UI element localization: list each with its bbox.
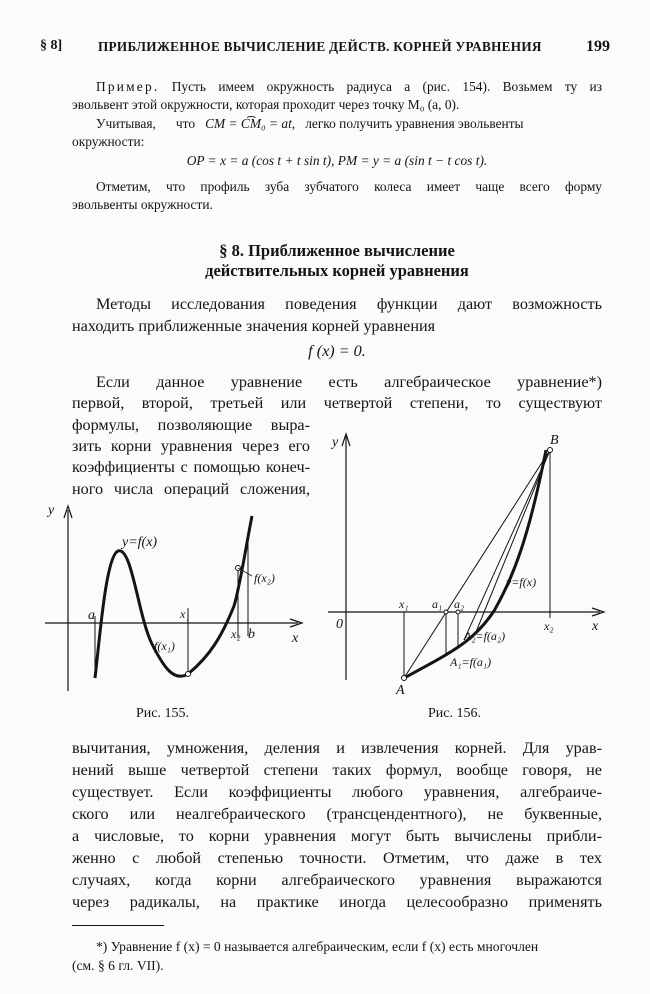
body-p3-line-7: случаях, когда корни алгебраического уравнения выражаются	[72, 871, 602, 889]
fig156-caption: Рис. 156.	[428, 706, 481, 721]
fig155-point-fx1	[186, 672, 191, 677]
fig156-chord-AB	[404, 450, 550, 678]
footnote-line-1: *) Уравнение f (x) = 0 называется алгебраическим, если f (x) есть многочлен	[96, 939, 539, 954]
section-heading-line-2: действительных корней уравнения	[205, 261, 469, 280]
example-note-1: Отметим, что профиль зуба зубчатого колеса имеет чаще всего форму	[96, 179, 602, 194]
fig156-y-label: y	[332, 435, 339, 450]
body-p3-line-2: нений выше четвертой степени таких формул, вообще говоря, не	[72, 761, 602, 779]
body-p3-line-8: через радикалы, на практике иногда целесообразно применять	[72, 893, 602, 911]
fig156-x1-label: x₁	[399, 597, 409, 611]
figure-155	[40, 496, 310, 706]
fig155-b-label: b	[248, 627, 255, 642]
body-p2-line-6: ного числа операций сложения,	[72, 480, 310, 498]
fig155-caption: Рис. 155.	[136, 706, 189, 721]
fig156-B-label: B	[550, 433, 559, 448]
fig156-x2-label: x₂	[544, 619, 554, 633]
footnote-rule	[72, 925, 164, 926]
involute-formula: OP = x = a (cos t + t sin t), PM = y = a (sin t − t cos t).	[186, 153, 488, 168]
fig156-A1-label: A₁=f(a₁)	[450, 655, 492, 669]
example-line-2: эвольвент этой окружности, которая проходит через точку M₀ (a, 0).	[72, 97, 460, 112]
example-note-2: эвольвенты окружности.	[72, 197, 213, 212]
footnote-line-2: (см. § 6 гл. VII).	[72, 958, 164, 973]
fig156-chord-A2B	[476, 450, 550, 632]
body-p3-line-3: существует. Если коэффициенты любого уравнения, алгебраиче-	[72, 783, 602, 801]
fig156-A2-label: A₂=f(a₂)	[464, 629, 506, 643]
figure-156	[324, 426, 614, 700]
fig155-x2-label: x₂	[231, 627, 241, 641]
example-line-4: окружности:	[72, 134, 145, 149]
equation-f-x-zero: f (x) = 0.	[308, 342, 366, 360]
fig156-point-B	[548, 448, 553, 453]
body-p3-line-6: женно с любой степенью точности. Отметим, что даже в тех	[72, 849, 602, 867]
body-p1-line-1: Методы исследования поведения функции дают возможность	[96, 295, 602, 313]
section-heading-line-1: § 8. Приближенное вычисление	[219, 241, 455, 260]
fig155-fx1-label: f(x₁)	[154, 639, 175, 653]
fig156-curve	[404, 450, 546, 678]
body-p2-line-5: коэффициенты с помощью конеч-	[72, 458, 310, 476]
fig156-curve-label: y=f(x)	[506, 575, 537, 589]
fig156-point-A	[402, 676, 407, 681]
fig155-a-label: a	[88, 608, 95, 623]
example-line-1: Пример. Пусть имеем окружность радиуса a (рис. 154). Возьмем ту из	[96, 79, 602, 94]
running-header	[40, 38, 610, 60]
fig156-x-label: x	[592, 619, 599, 634]
fig155-curve	[95, 516, 252, 678]
fig156-a2-label: a₂	[454, 597, 465, 611]
body-p3-line-5: а числовые, то корни уравнения могут быть вычислены прибли-	[72, 827, 602, 845]
fig156-origin-label: 0	[336, 617, 343, 632]
fig156-point-a1	[444, 610, 448, 614]
fig156-A-label: A	[396, 683, 405, 698]
body-p2-line-1: Если данное уравнение есть алгебраическое уравнение*)	[96, 373, 602, 391]
example-line-3: Учитывая, что CM = C͡M₀ = at, легко получить уравнения эвольвенты	[96, 116, 524, 131]
header-title: ПРИБЛИЖЕННОЕ ВЫЧИСЛЕНИЕ ДЕЙСТВ. КОРНЕЙ УРАВНЕНИЯ	[98, 39, 542, 54]
body-p2-line-3: формулы, позволяющие выра-	[72, 416, 310, 434]
body-p2-line-2: первой, второй, третьей или четвертой степени, то существуют	[72, 394, 602, 412]
body-p3-line-1: вычитания, умножения, деления и извлечения корней. Для урав-	[72, 739, 602, 757]
fig156-a1-label: a₁	[432, 597, 443, 611]
fig155-fx2-label: f(x₂)	[254, 571, 275, 585]
header-section: § 8]	[40, 38, 63, 53]
fig155-curve-label: y=f(x)	[122, 535, 158, 550]
body-p1-line-2: находить приближенные значения корней уравнения	[72, 317, 436, 335]
body-p2-line-4: зить корни уравнения через его	[72, 437, 310, 455]
body-p3-line-4: ского или неалгебраического (трансцендентного), не буквенные,	[72, 805, 602, 823]
fig155-y-label: y	[48, 503, 55, 518]
example-label: Пример.	[96, 79, 160, 94]
fig155-x1-label: x₁	[180, 607, 190, 621]
page-number: 199	[586, 38, 610, 55]
fig155-x-label: x	[292, 631, 299, 646]
